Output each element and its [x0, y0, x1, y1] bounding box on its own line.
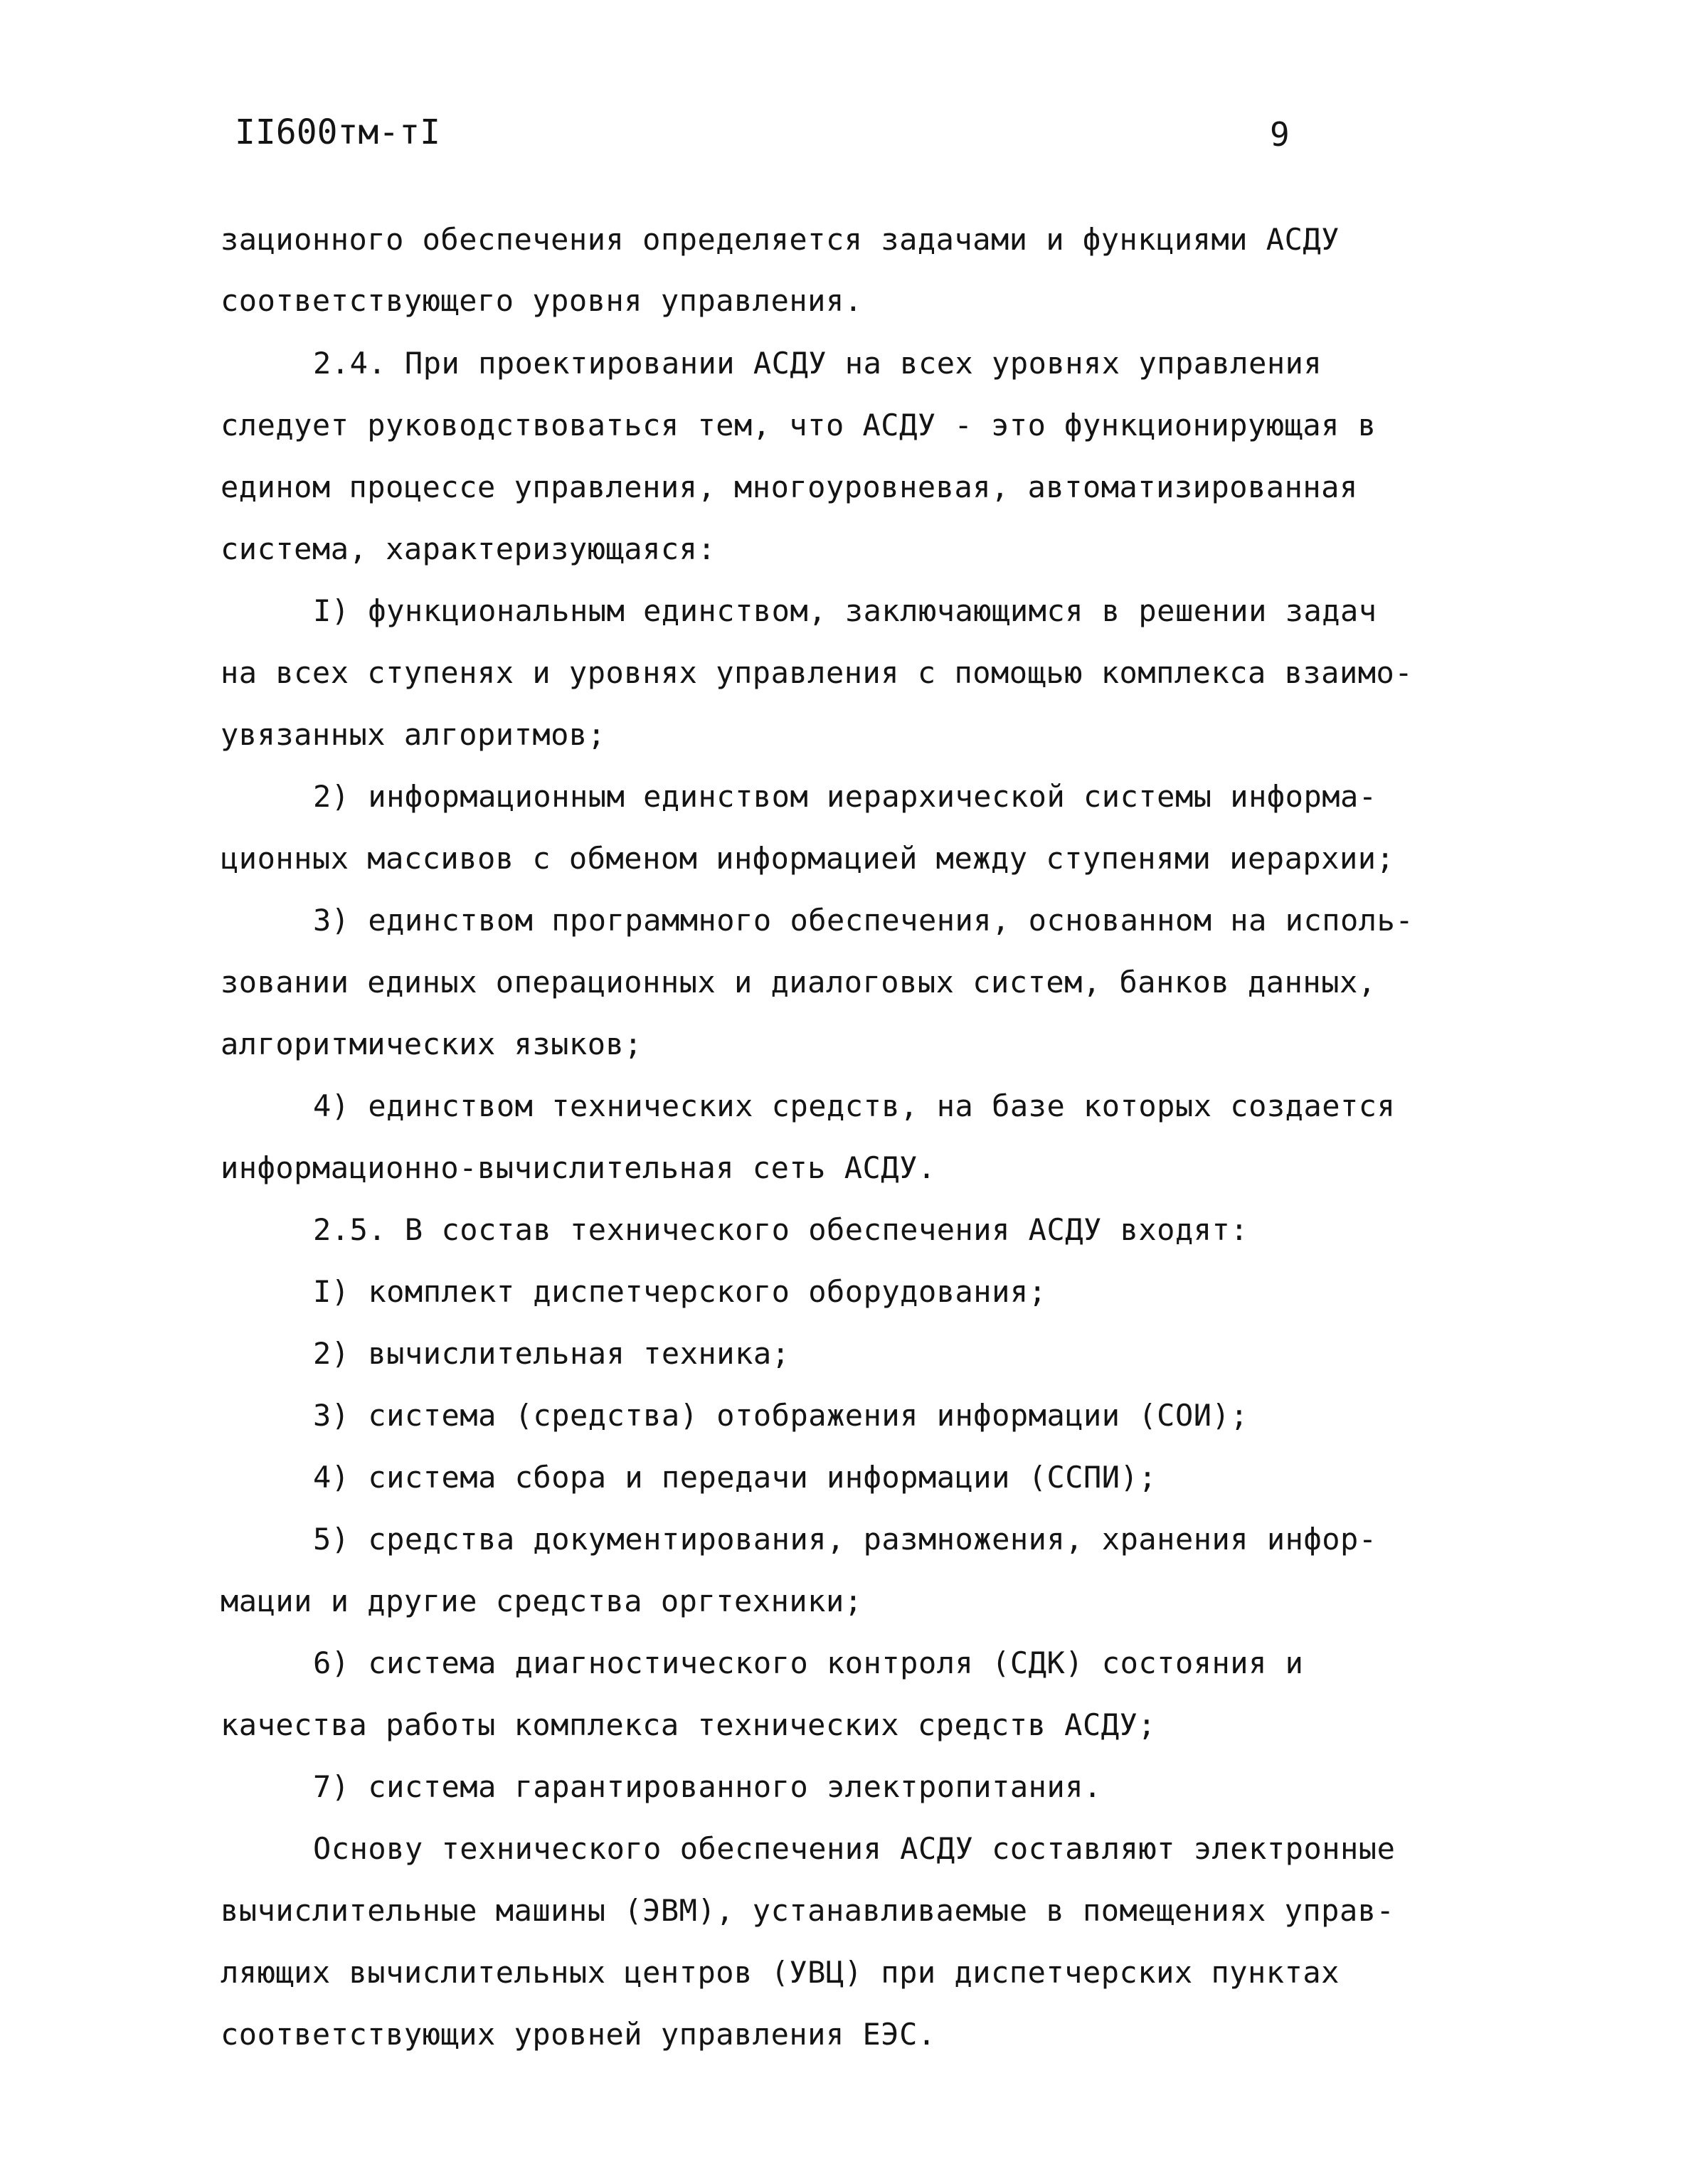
text-line: алгоритмических языков;: [221, 1027, 643, 1061]
text-line: ляющих вычислительных центров (УВЦ) при диспетчерских пунктах: [221, 1955, 1340, 1990]
text-line: вычислительные машины (ЭВМ), устанавливаемые в помещениях управ-: [221, 1893, 1395, 1928]
text-line: следует руководствоваться тем, что АСДУ - это функционирующая в: [221, 408, 1377, 442]
section-2-4-heading: 2.4. При проектировании АСДУ на всех уровнях управления: [313, 346, 1322, 381]
list-item: 5) средства документирования, размножения, хранения инфор-: [313, 1522, 1377, 1557]
text-line: увязанных алгоритмов;: [221, 717, 606, 752]
text-line: зовании единых операционных и диалоговых систем, банков данных,: [221, 965, 1377, 1000]
list-item: 2) вычислительная техника;: [313, 1336, 790, 1371]
section-2-5-heading: 2.5. В состав технического обеспечения АСДУ входят:: [313, 1212, 1249, 1247]
text-line: соответствующих уровней управления ЕЭС.: [221, 2017, 936, 2052]
text-line: соответствующего уровня управления.: [221, 283, 863, 318]
document-code: II600тм-тI: [235, 112, 440, 152]
text-line: на всех ступенях и уровнях управления с помощью комплекса взаимо-: [221, 655, 1414, 690]
page-number: 9: [1270, 115, 1290, 154]
paragraph-start: Основу технического обеспечения АСДУ составляют электронные: [313, 1831, 1396, 1866]
list-item: 4) единством технических средств, на базе которых создается: [313, 1088, 1396, 1123]
text-line: качества работы комплекса технических средств АСДУ;: [221, 1707, 1157, 1742]
list-item: I) комплект диспетчерского оборудования;: [313, 1274, 1047, 1309]
list-item: 3) система (средства) отображения информации (СОИ);: [313, 1398, 1249, 1433]
list-item: 2) информационным единством иерархической системы информа-: [313, 779, 1377, 814]
list-item: 6) система диагностического контроля (СДК) состояния и: [313, 1645, 1304, 1680]
text-line: ционных массивов с обменом информацией между ступенями иерархии;: [221, 841, 1395, 876]
list-item: 4) система сбора и передачи информации (ССПИ);: [313, 1460, 1157, 1495]
text-line: едином процессе управления, многоуровневая, автоматизированная: [221, 470, 1358, 504]
list-item: 7) система гарантированного электропитания.: [313, 1769, 1102, 1804]
text-line: зационного обеспечения определяется задачами и функциями АСДУ: [221, 222, 1340, 257]
list-item: 3) единством программного обеспечения, основанном на исполь-: [313, 903, 1414, 938]
text-line: мации и другие средства оргтехники;: [221, 1584, 863, 1618]
list-item: I) функциональным единством, заключающимся в решении задач: [313, 593, 1377, 628]
text-line: информационно-вычислительная сеть АСДУ.: [221, 1150, 936, 1185]
text-line: система, характеризующаяся:: [221, 531, 716, 566]
